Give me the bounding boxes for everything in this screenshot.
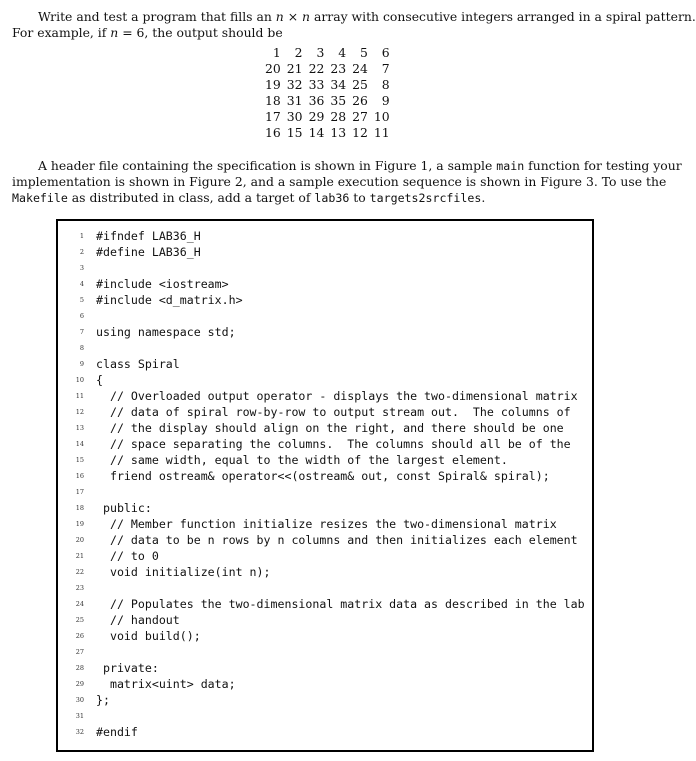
- code-text: void build();: [96, 629, 201, 643]
- spiral-cell: 13: [330, 125, 347, 140]
- spiral-cell: 25: [352, 77, 368, 92]
- description-text: .: [481, 190, 486, 205]
- code-text: // the display should align on the right, and there should be one: [96, 421, 564, 435]
- description-line-2: implementation is shown in Figure 2, and a sample execution sequence is shown in Figure 3. To use the: [12, 174, 667, 189]
- code-text: private:: [96, 661, 159, 675]
- spiral-cell: 29: [308, 109, 325, 124]
- code-text: #include <d_matrix.h>: [96, 293, 243, 307]
- intro-paragraph: [12, 9, 696, 41]
- intro-line-2: [12, 25, 637, 41]
- line-number: 6: [79, 312, 84, 320]
- code-text: #define LAB36_H: [96, 245, 201, 259]
- spiral-cell: 34: [330, 77, 347, 92]
- line-number: 4: [79, 280, 84, 288]
- spiral-cell: 23: [330, 61, 347, 76]
- code-text: #endif: [96, 725, 138, 739]
- line-number: 24: [75, 600, 84, 608]
- line-number: 14: [75, 440, 84, 448]
- line-number: 16: [75, 472, 84, 480]
- code-text: public:: [96, 501, 152, 515]
- line-number: 15: [75, 456, 84, 464]
- code-text: // Populates the two-dimensional matrix data as described in the lab: [96, 597, 585, 611]
- spiral-cell: 36: [308, 93, 325, 108]
- line-number: 13: [75, 424, 84, 432]
- spiral-cell: 17: [265, 109, 281, 124]
- spiral-row: [262, 61, 393, 77]
- line-number: 23: [75, 584, 84, 592]
- line-number: 21: [75, 552, 84, 560]
- spiral-cell: 28: [330, 109, 347, 124]
- spiral-row: [262, 45, 393, 61]
- spiral-cell: 22: [308, 61, 325, 76]
- line-number: 19: [75, 520, 84, 528]
- line-number: 22: [75, 568, 84, 576]
- spiral-cell: 18: [265, 93, 281, 108]
- spiral-row: [262, 125, 393, 141]
- code-text: class Spiral: [96, 357, 180, 371]
- intro-line-1: [12, 9, 696, 25]
- description-line-3: [12, 190, 637, 206]
- spiral-cell: 14: [308, 125, 325, 140]
- spiral-cell: 33: [308, 77, 325, 92]
- line-number: 29: [75, 680, 84, 688]
- spiral-cell: 16: [265, 125, 281, 140]
- intro-text: = 6, the output should be: [118, 25, 283, 40]
- spiral-cell: 21: [286, 61, 303, 76]
- code-listing-box: [56, 219, 594, 752]
- line-number: 20: [75, 536, 84, 544]
- code-text: void initialize(int n);: [96, 565, 271, 579]
- code-text: // data to be n rows by n columns and then initializes each element: [96, 533, 578, 547]
- code-text: #ifndef LAB36_H: [96, 229, 201, 243]
- spiral-cell: 10: [373, 109, 390, 124]
- code-text: // to 0: [96, 549, 159, 563]
- line-number: 8: [79, 344, 84, 352]
- line-number: 11: [75, 392, 84, 400]
- spiral-cell: 30: [286, 109, 303, 124]
- line-number: 2: [79, 248, 84, 256]
- line-number: 7: [79, 328, 84, 336]
- code-text: // data of spiral row-by-row to output stream out. The columns of: [96, 405, 571, 419]
- code-text: };: [96, 693, 110, 707]
- description-paragraph: [12, 158, 682, 206]
- spiral-cell: 20: [265, 61, 281, 76]
- line-number: 9: [79, 360, 84, 368]
- spiral-cell: 35: [330, 93, 347, 108]
- code-lab36: lab36: [314, 191, 350, 205]
- spiral-cell: 7: [381, 61, 390, 76]
- code-text: #include <iostream>: [96, 277, 229, 291]
- line-number: 5: [79, 296, 84, 304]
- line-number: 31: [75, 712, 84, 720]
- description-text: A header file containing the specification is shown in Figure 1, a sample: [38, 158, 497, 173]
- code-text: using namespace std;: [96, 325, 236, 339]
- line-number: 12: [75, 408, 84, 416]
- description-text: as distributed in class, add a target of: [67, 190, 315, 205]
- line-number: 3: [79, 264, 84, 272]
- code-text: // Member function initialize resizes the two-dimensional matrix: [96, 517, 557, 531]
- line-number: 1: [79, 232, 84, 240]
- spiral-cell: 9: [381, 93, 390, 108]
- spiral-cell: 11: [373, 125, 390, 140]
- spiral-cell: 4: [338, 45, 347, 60]
- spiral-table-body: [262, 45, 393, 141]
- spiral-row: [262, 77, 393, 93]
- code-makefile: Makefile: [12, 191, 68, 205]
- line-number: 27: [75, 648, 84, 656]
- code-text: matrix<uint> data;: [96, 677, 236, 691]
- intro-text: For example, if: [12, 25, 111, 40]
- code-text: // same width, equal to the width of the largest element.: [96, 453, 508, 467]
- spiral-cell: 24: [352, 61, 368, 76]
- intro-text: Write and test a program that fills an: [38, 9, 276, 24]
- spiral-example-table: [262, 45, 393, 141]
- line-number: 25: [75, 616, 84, 624]
- line-number: 32: [75, 728, 84, 736]
- code-text: // handout: [96, 613, 180, 627]
- spiral-row: [262, 109, 393, 125]
- spiral-cell: 27: [352, 109, 368, 124]
- spiral-cell: 6: [381, 45, 390, 60]
- spiral-cell: 12: [352, 125, 368, 140]
- spiral-cell: 32: [286, 77, 303, 92]
- line-number: 18: [75, 504, 84, 512]
- spiral-cell: 1: [272, 45, 281, 60]
- code-text: // space separating the columns. The columns should all be of the: [96, 437, 571, 451]
- code-text: {: [96, 373, 103, 387]
- line-number: 28: [75, 664, 84, 672]
- description-text: to: [349, 190, 370, 205]
- line-number: 30: [75, 696, 84, 704]
- code-text: // Overloaded output operator - displays the two-dimensional matrix: [96, 389, 578, 403]
- code-text: friend ostream& operator<<(ostream& out, const Spiral& spiral);: [96, 469, 550, 483]
- spiral-cell: 3: [316, 45, 325, 60]
- intro-text: array with consecutive integers arranged in a spiral pattern.: [310, 9, 696, 24]
- description-line-1: [12, 158, 682, 174]
- spiral-cell: 15: [286, 125, 303, 140]
- spiral-cell: 8: [381, 77, 390, 92]
- spiral-cell: 5: [360, 45, 368, 60]
- description-text: function for testing your: [524, 158, 682, 173]
- spiral-cell: 26: [352, 93, 368, 108]
- line-number: 10: [75, 376, 84, 384]
- math-n: n: [110, 25, 119, 40]
- spiral-cell: 31: [286, 93, 303, 108]
- spiral-cell: 19: [265, 77, 281, 92]
- line-number: 26: [75, 632, 84, 640]
- math-n-by-n: n × n: [275, 9, 311, 24]
- code-targets2srcfiles: targets2srcfiles: [369, 191, 482, 205]
- spiral-row: [262, 93, 393, 109]
- line-number: 17: [75, 488, 84, 496]
- code-main: main: [496, 159, 525, 173]
- spiral-cell: 2: [294, 45, 303, 60]
